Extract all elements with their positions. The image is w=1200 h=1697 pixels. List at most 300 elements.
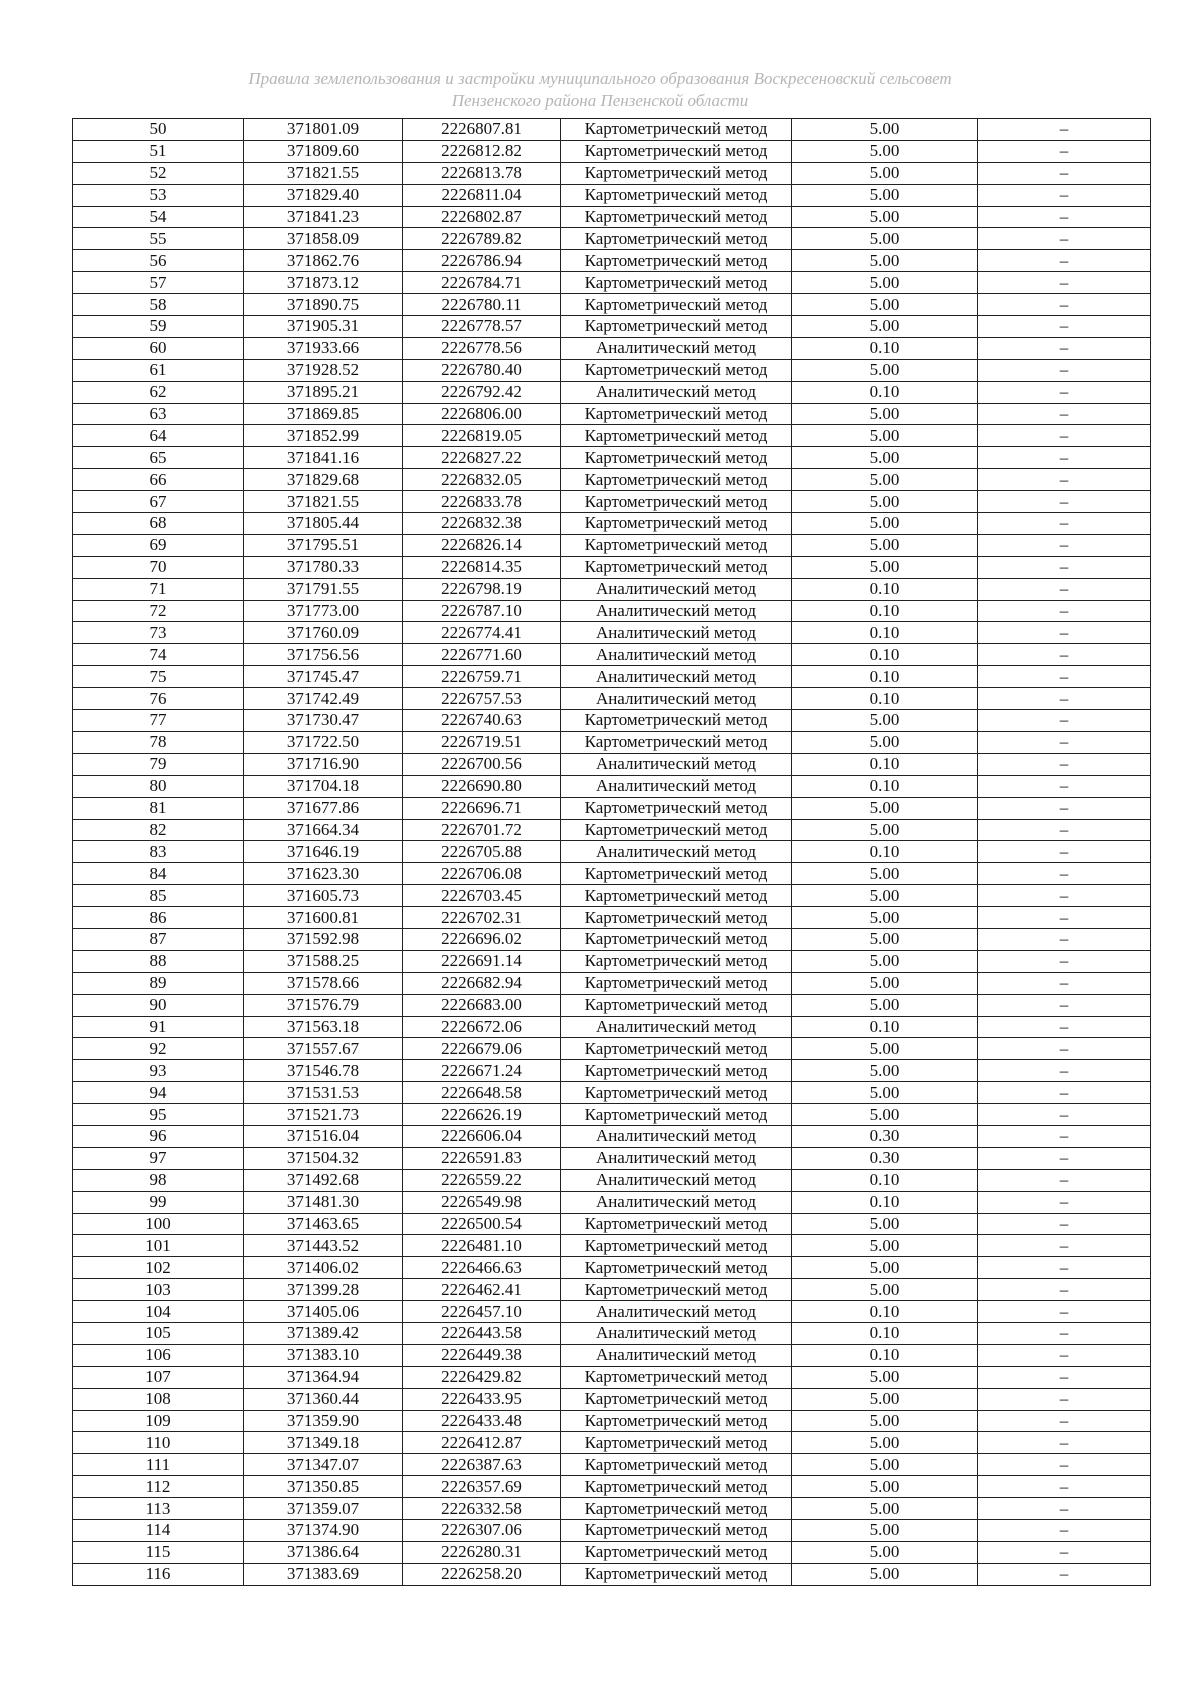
y-coordinate-cell: 2226774.41 [403, 622, 561, 644]
point-number-cell: 109 [73, 1410, 244, 1432]
method-cell: Аналитический метод [561, 337, 792, 359]
point-number-cell: 88 [73, 950, 244, 972]
x-coordinate-cell: 371869.85 [244, 403, 403, 425]
accuracy-cell: 5.00 [792, 797, 978, 819]
table-row [73, 885, 1151, 907]
accuracy-cell: 5.00 [792, 972, 978, 994]
point-number-cell: 94 [73, 1082, 244, 1104]
table-row [73, 1082, 1151, 1104]
method-cell: Картометрический метод [561, 447, 792, 469]
accuracy-cell: 5.00 [792, 294, 978, 316]
point-number-cell: 58 [73, 294, 244, 316]
x-coordinate-cell: 371600.81 [244, 907, 403, 929]
point-number-cell: 57 [73, 272, 244, 294]
y-coordinate-cell: 2226819.05 [403, 425, 561, 447]
x-coordinate-cell: 371760.09 [244, 622, 403, 644]
y-coordinate-cell: 2226691.14 [403, 950, 561, 972]
table-row [73, 644, 1151, 666]
point-number-cell: 82 [73, 819, 244, 841]
table-row [73, 1541, 1151, 1563]
method-cell: Аналитический метод [561, 1016, 792, 1038]
x-coordinate-cell: 371463.65 [244, 1213, 403, 1235]
y-coordinate-cell: 2226807.81 [403, 119, 561, 141]
accuracy-cell: 0.10 [792, 578, 978, 600]
x-coordinate-cell: 371791.55 [244, 578, 403, 600]
method-cell: Аналитический метод [561, 578, 792, 600]
accuracy-cell: 5.00 [792, 534, 978, 556]
method-cell: Аналитический метод [561, 1169, 792, 1191]
method-cell: Картометрический метод [561, 731, 792, 753]
method-cell: Картометрический метод [561, 710, 792, 732]
table-row [73, 1213, 1151, 1235]
y-coordinate-cell: 2226443.58 [403, 1322, 561, 1344]
note-cell: – [978, 1125, 1151, 1147]
method-cell: Аналитический метод [561, 1301, 792, 1323]
method-cell: Картометрический метод [561, 1432, 792, 1454]
note-cell: – [978, 1454, 1151, 1476]
x-coordinate-cell: 371928.52 [244, 359, 403, 381]
x-coordinate-cell: 371780.33 [244, 556, 403, 578]
accuracy-cell: 0.10 [792, 337, 978, 359]
accuracy-cell: 5.00 [792, 469, 978, 491]
accuracy-cell: 0.10 [792, 1016, 978, 1038]
table-row [73, 819, 1151, 841]
table-row [73, 359, 1151, 381]
point-number-cell: 102 [73, 1257, 244, 1279]
point-number-cell: 79 [73, 753, 244, 775]
note-cell: – [978, 228, 1151, 250]
y-coordinate-cell: 2226696.02 [403, 928, 561, 950]
x-coordinate-cell: 371592.98 [244, 928, 403, 950]
method-cell: Аналитический метод [561, 753, 792, 775]
point-number-cell: 101 [73, 1235, 244, 1257]
table-row [73, 447, 1151, 469]
note-cell: – [978, 1388, 1151, 1410]
point-number-cell: 78 [73, 731, 244, 753]
accuracy-cell: 5.00 [792, 403, 978, 425]
table-row [73, 1520, 1151, 1542]
method-cell: Аналитический метод [561, 622, 792, 644]
x-coordinate-cell: 371405.06 [244, 1301, 403, 1323]
x-coordinate-cell: 371347.07 [244, 1454, 403, 1476]
table-row [73, 425, 1151, 447]
x-coordinate-cell: 371359.90 [244, 1410, 403, 1432]
x-coordinate-cell: 371406.02 [244, 1257, 403, 1279]
note-cell: – [978, 1191, 1151, 1213]
note-cell: – [978, 885, 1151, 907]
y-coordinate-cell: 2226786.94 [403, 250, 561, 272]
table-row [73, 316, 1151, 338]
accuracy-cell: 5.00 [792, 1060, 978, 1082]
method-cell: Аналитический метод [561, 644, 792, 666]
x-coordinate-cell: 371374.90 [244, 1520, 403, 1542]
y-coordinate-cell: 2226457.10 [403, 1301, 561, 1323]
table-row [73, 731, 1151, 753]
accuracy-cell: 5.00 [792, 1498, 978, 1520]
method-cell: Картометрический метод [561, 162, 792, 184]
note-cell: – [978, 950, 1151, 972]
y-coordinate-cell: 2226387.63 [403, 1454, 561, 1476]
x-coordinate-cell: 371722.50 [244, 731, 403, 753]
x-coordinate-cell: 371809.60 [244, 140, 403, 162]
table-row [73, 469, 1151, 491]
x-coordinate-cell: 371646.19 [244, 841, 403, 863]
table-row [73, 994, 1151, 1016]
point-number-cell: 90 [73, 994, 244, 1016]
y-coordinate-cell: 2226771.60 [403, 644, 561, 666]
point-number-cell: 77 [73, 710, 244, 732]
x-coordinate-cell: 371821.55 [244, 162, 403, 184]
note-cell: – [978, 1016, 1151, 1038]
y-coordinate-cell: 2226481.10 [403, 1235, 561, 1257]
method-cell: Картометрический метод [561, 140, 792, 162]
point-number-cell: 74 [73, 644, 244, 666]
y-coordinate-cell: 2226759.71 [403, 666, 561, 688]
accuracy-cell: 5.00 [792, 359, 978, 381]
accuracy-cell: 0.30 [792, 1147, 978, 1169]
y-coordinate-cell: 2226357.69 [403, 1476, 561, 1498]
method-cell: Аналитический метод [561, 775, 792, 797]
point-number-cell: 59 [73, 316, 244, 338]
y-coordinate-cell: 2226703.45 [403, 885, 561, 907]
method-cell: Картометрический метод [561, 228, 792, 250]
x-coordinate-cell: 371801.09 [244, 119, 403, 141]
accuracy-cell: 5.00 [792, 950, 978, 972]
point-number-cell: 87 [73, 928, 244, 950]
note-cell: – [978, 294, 1151, 316]
accuracy-cell: 5.00 [792, 556, 978, 578]
point-number-cell: 60 [73, 337, 244, 359]
table-row [73, 907, 1151, 929]
y-coordinate-cell: 2226648.58 [403, 1082, 561, 1104]
method-cell: Аналитический метод [561, 381, 792, 403]
method-cell: Аналитический метод [561, 1191, 792, 1213]
point-number-cell: 100 [73, 1213, 244, 1235]
point-number-cell: 114 [73, 1520, 244, 1542]
point-number-cell: 70 [73, 556, 244, 578]
point-number-cell: 64 [73, 425, 244, 447]
y-coordinate-cell: 2226780.40 [403, 359, 561, 381]
y-coordinate-cell: 2226740.63 [403, 710, 561, 732]
point-number-cell: 98 [73, 1169, 244, 1191]
point-number-cell: 71 [73, 578, 244, 600]
table-row [73, 381, 1151, 403]
accuracy-cell: 5.00 [792, 316, 978, 338]
accuracy-cell: 0.10 [792, 1344, 978, 1366]
method-cell: Аналитический метод [561, 1344, 792, 1366]
accuracy-cell: 5.00 [792, 1104, 978, 1126]
y-coordinate-cell: 2226412.87 [403, 1432, 561, 1454]
point-number-cell: 63 [73, 403, 244, 425]
point-number-cell: 104 [73, 1301, 244, 1323]
table-row [73, 1169, 1151, 1191]
method-cell: Картометрический метод [561, 1476, 792, 1498]
y-coordinate-cell: 2226812.82 [403, 140, 561, 162]
accuracy-cell: 5.00 [792, 162, 978, 184]
table-row [73, 1563, 1151, 1585]
y-coordinate-cell: 2226307.06 [403, 1520, 561, 1542]
accuracy-cell: 0.10 [792, 600, 978, 622]
note-cell: – [978, 337, 1151, 359]
accuracy-cell: 5.00 [792, 1279, 978, 1301]
x-coordinate-cell: 371852.99 [244, 425, 403, 447]
point-number-cell: 76 [73, 688, 244, 710]
y-coordinate-cell: 2226433.95 [403, 1388, 561, 1410]
note-cell: – [978, 1520, 1151, 1542]
y-coordinate-cell: 2226705.88 [403, 841, 561, 863]
method-cell: Картометрический метод [561, 1366, 792, 1388]
x-coordinate-cell: 371821.55 [244, 491, 403, 513]
method-cell: Картометрический метод [561, 359, 792, 381]
note-cell: – [978, 1147, 1151, 1169]
method-cell: Картометрический метод [561, 950, 792, 972]
table-row [73, 534, 1151, 556]
method-cell: Картометрический метод [561, 294, 792, 316]
point-number-cell: 61 [73, 359, 244, 381]
method-cell: Картометрический метод [561, 863, 792, 885]
x-coordinate-cell: 371383.10 [244, 1344, 403, 1366]
method-cell: Картометрический метод [561, 819, 792, 841]
point-number-cell: 56 [73, 250, 244, 272]
note-cell: – [978, 316, 1151, 338]
table-row [73, 1476, 1151, 1498]
note-cell: – [978, 907, 1151, 929]
method-cell: Картометрический метод [561, 928, 792, 950]
accuracy-cell: 5.00 [792, 140, 978, 162]
x-coordinate-cell: 371563.18 [244, 1016, 403, 1038]
y-coordinate-cell: 2226706.08 [403, 863, 561, 885]
accuracy-cell: 5.00 [792, 1541, 978, 1563]
table-row [73, 1038, 1151, 1060]
note-cell: – [978, 140, 1151, 162]
x-coordinate-cell: 371546.78 [244, 1060, 403, 1082]
note-cell: – [978, 600, 1151, 622]
point-number-cell: 105 [73, 1322, 244, 1344]
table-row [73, 1388, 1151, 1410]
note-cell: – [978, 1366, 1151, 1388]
table-row [73, 863, 1151, 885]
note-cell: – [978, 688, 1151, 710]
accuracy-cell: 5.00 [792, 1388, 978, 1410]
method-cell: Картометрический метод [561, 1541, 792, 1563]
y-coordinate-cell: 2226332.58 [403, 1498, 561, 1520]
method-cell: Аналитический метод [561, 666, 792, 688]
y-coordinate-cell: 2226449.38 [403, 1344, 561, 1366]
x-coordinate-cell: 371773.00 [244, 600, 403, 622]
note-cell: – [978, 1344, 1151, 1366]
x-coordinate-cell: 371516.04 [244, 1125, 403, 1147]
accuracy-cell: 5.00 [792, 907, 978, 929]
table-row [73, 797, 1151, 819]
point-number-cell: 112 [73, 1476, 244, 1498]
point-number-cell: 53 [73, 184, 244, 206]
note-cell: – [978, 1213, 1151, 1235]
note-cell: – [978, 556, 1151, 578]
note-cell: – [978, 1169, 1151, 1191]
note-cell: – [978, 250, 1151, 272]
table-row [73, 337, 1151, 359]
x-coordinate-cell: 371383.69 [244, 1563, 403, 1585]
note-cell: – [978, 578, 1151, 600]
accuracy-cell: 5.00 [792, 425, 978, 447]
accuracy-cell: 5.00 [792, 1038, 978, 1060]
note-cell: – [978, 753, 1151, 775]
accuracy-cell: 5.00 [792, 272, 978, 294]
table-row [73, 1104, 1151, 1126]
method-cell: Картометрический метод [561, 1454, 792, 1476]
accuracy-cell: 0.10 [792, 1322, 978, 1344]
x-coordinate-cell: 371829.68 [244, 469, 403, 491]
note-cell: – [978, 1104, 1151, 1126]
table-row [73, 491, 1151, 513]
table-row [73, 1191, 1151, 1213]
table-row [73, 1125, 1151, 1147]
accuracy-cell: 5.00 [792, 994, 978, 1016]
accuracy-cell: 0.10 [792, 1301, 978, 1323]
method-cell: Картометрический метод [561, 1388, 792, 1410]
note-cell: – [978, 710, 1151, 732]
method-cell: Картометрический метод [561, 1104, 792, 1126]
x-coordinate-cell: 371677.86 [244, 797, 403, 819]
table-row [73, 556, 1151, 578]
method-cell: Аналитический метод [561, 841, 792, 863]
method-cell: Картометрический метод [561, 425, 792, 447]
point-number-cell: 99 [73, 1191, 244, 1213]
x-coordinate-cell: 371578.66 [244, 972, 403, 994]
note-cell: – [978, 162, 1151, 184]
method-cell: Картометрический метод [561, 1235, 792, 1257]
x-coordinate-cell: 371933.66 [244, 337, 403, 359]
note-cell: – [978, 447, 1151, 469]
accuracy-cell: 5.00 [792, 1213, 978, 1235]
method-cell: Картометрический метод [561, 491, 792, 513]
y-coordinate-cell: 2226433.48 [403, 1410, 561, 1432]
note-cell: – [978, 863, 1151, 885]
note-cell: – [978, 381, 1151, 403]
table-row [73, 403, 1151, 425]
y-coordinate-cell: 2226792.42 [403, 381, 561, 403]
table-row [73, 1301, 1151, 1323]
x-coordinate-cell: 371756.56 [244, 644, 403, 666]
x-coordinate-cell: 371873.12 [244, 272, 403, 294]
method-cell: Картометрический метод [561, 403, 792, 425]
note-cell: – [978, 1322, 1151, 1344]
point-number-cell: 69 [73, 534, 244, 556]
accuracy-cell: 5.00 [792, 819, 978, 841]
y-coordinate-cell: 2226258.20 [403, 1563, 561, 1585]
accuracy-cell: 5.00 [792, 1476, 978, 1498]
note-cell: – [978, 928, 1151, 950]
y-coordinate-cell: 2226778.56 [403, 337, 561, 359]
y-coordinate-cell: 2226696.71 [403, 797, 561, 819]
method-cell: Аналитический метод [561, 600, 792, 622]
point-number-cell: 95 [73, 1104, 244, 1126]
point-number-cell: 116 [73, 1563, 244, 1585]
y-coordinate-cell: 2226784.71 [403, 272, 561, 294]
note-cell: – [978, 1060, 1151, 1082]
y-coordinate-cell: 2226826.14 [403, 534, 561, 556]
accuracy-cell: 0.10 [792, 1169, 978, 1191]
point-number-cell: 115 [73, 1541, 244, 1563]
note-cell: – [978, 644, 1151, 666]
point-number-cell: 81 [73, 797, 244, 819]
x-coordinate-cell: 371389.42 [244, 1322, 403, 1344]
point-number-cell: 92 [73, 1038, 244, 1060]
point-number-cell: 108 [73, 1388, 244, 1410]
note-cell: – [978, 1563, 1151, 1585]
point-number-cell: 66 [73, 469, 244, 491]
point-number-cell: 75 [73, 666, 244, 688]
table-row [73, 1147, 1151, 1169]
x-coordinate-cell: 371841.23 [244, 206, 403, 228]
x-coordinate-cell: 371364.94 [244, 1366, 403, 1388]
point-number-cell: 80 [73, 775, 244, 797]
point-number-cell: 73 [73, 622, 244, 644]
note-cell: – [978, 491, 1151, 513]
method-cell: Картометрический метод [561, 1498, 792, 1520]
note-cell: – [978, 1432, 1151, 1454]
accuracy-cell: 0.10 [792, 1191, 978, 1213]
x-coordinate-cell: 371858.09 [244, 228, 403, 250]
point-number-cell: 107 [73, 1366, 244, 1388]
point-number-cell: 72 [73, 600, 244, 622]
x-coordinate-cell: 371481.30 [244, 1191, 403, 1213]
table-row [73, 250, 1151, 272]
x-coordinate-cell: 371905.31 [244, 316, 403, 338]
x-coordinate-cell: 371605.73 [244, 885, 403, 907]
table-row [73, 206, 1151, 228]
method-cell: Картометрический метод [561, 1563, 792, 1585]
x-coordinate-cell: 371829.40 [244, 184, 403, 206]
accuracy-cell: 5.00 [792, 928, 978, 950]
x-coordinate-cell: 371588.25 [244, 950, 403, 972]
y-coordinate-cell: 2226549.98 [403, 1191, 561, 1213]
note-cell: – [978, 775, 1151, 797]
accuracy-cell: 5.00 [792, 1235, 978, 1257]
x-coordinate-cell: 371521.73 [244, 1104, 403, 1126]
y-coordinate-cell: 2226802.87 [403, 206, 561, 228]
y-coordinate-cell: 2226679.06 [403, 1038, 561, 1060]
x-coordinate-cell: 371443.52 [244, 1235, 403, 1257]
header-line-1: Правила землепользования и застройки муниципального образования Воскресеновский сельсовет [248, 69, 952, 88]
note-cell: – [978, 206, 1151, 228]
table-row [73, 1344, 1151, 1366]
table-row [73, 184, 1151, 206]
note-cell: – [978, 666, 1151, 688]
table-row [73, 753, 1151, 775]
method-cell: Картометрический метод [561, 513, 792, 535]
point-number-cell: 96 [73, 1125, 244, 1147]
y-coordinate-cell: 2226832.05 [403, 469, 561, 491]
x-coordinate-cell: 371664.34 [244, 819, 403, 841]
y-coordinate-cell: 2226702.31 [403, 907, 561, 929]
x-coordinate-cell: 371716.90 [244, 753, 403, 775]
x-coordinate-cell: 371730.47 [244, 710, 403, 732]
point-number-cell: 55 [73, 228, 244, 250]
x-coordinate-cell: 371492.68 [244, 1169, 403, 1191]
accuracy-cell: 5.00 [792, 184, 978, 206]
y-coordinate-cell: 2226789.82 [403, 228, 561, 250]
method-cell: Картометрический метод [561, 1520, 792, 1542]
accuracy-cell: 5.00 [792, 1520, 978, 1542]
point-number-cell: 51 [73, 140, 244, 162]
y-coordinate-cell: 2226806.00 [403, 403, 561, 425]
note-cell: – [978, 731, 1151, 753]
y-coordinate-cell: 2226787.10 [403, 600, 561, 622]
table-row [73, 1432, 1151, 1454]
point-number-cell: 83 [73, 841, 244, 863]
y-coordinate-cell: 2226813.78 [403, 162, 561, 184]
